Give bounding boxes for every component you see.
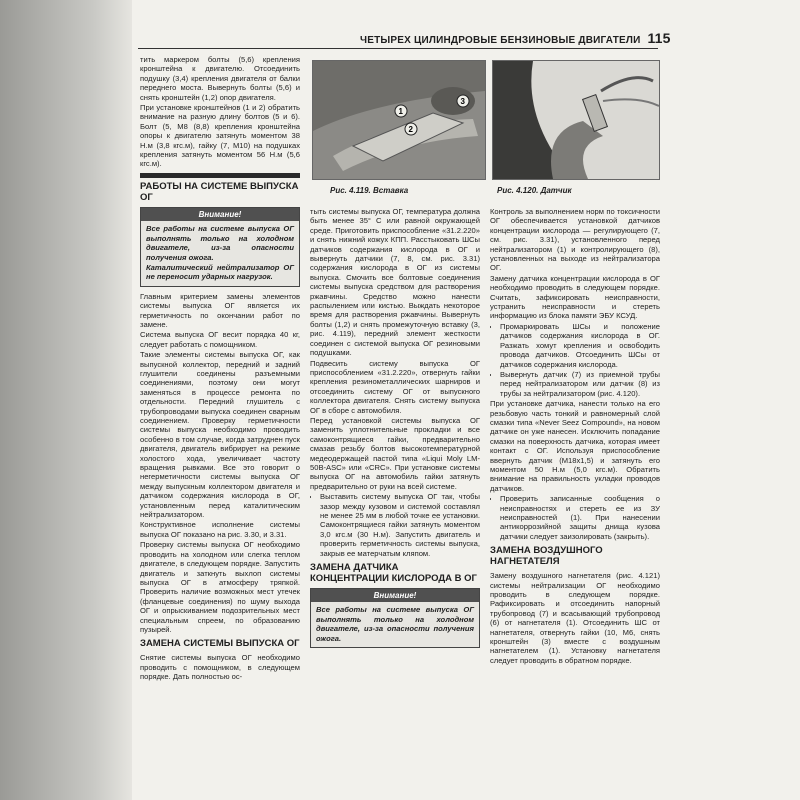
paragraph: Замену датчика концентрации кислорода в ОГ необходимо проводить в следующем порядке. Считать, зафиксировать неисправности, устранить неисправности и стереть информацию из блока памяти ЭБУ КСУД.	[490, 273, 660, 321]
figure-sensor-photo	[492, 60, 660, 180]
paragraph: Подвесить систему выпуска ОГ приспособлением «31.2.220», отвернуть гайки крепления резинометаллических шарниров и отсоединить систему ОГ от выпускного коллектора двигателя. Снять систему выпуска ОГ в сборе с автомобиля.	[310, 358, 480, 415]
bullet-list	[490, 322, 660, 398]
book-spine	[0, 0, 132, 800]
bullet-list	[490, 494, 660, 541]
paragraph: Такие элементы системы выпуска ОГ, как выпускной коллектор, передний и задний глушители соединены разъемными соединениями, поэтому они могут заменяться в процессе ремонта по отдельности. Передний глушитель с трубопроводами выпуска соединен сварным соединением. Проверку герметичности системы выпуска необходимо проводить особенно в том случае, когда затруднен пуск двигателя, двигатель вибрирует на режиме холостого хода, увеличивает частоту вращения рывками. Все это говорит о негерметичности системы выпуска ОГ между выпускным коллектором двигателя и датчиком содержания кислорода в ОГ, установленным перед каталитическим нейтрализатором.	[140, 350, 300, 520]
header-title: ЧЕТЫРЕХ ЦИЛИНДРОВЫЕ БЕНЗИНОВЫЕ ДВИГАТЕЛИ	[360, 35, 641, 46]
list-item: • Промаркировать ШСы и положение датчиков содержания кислорода в ОГ. Разжать хомут крепления и освободить провода датчиков. Отсоединить ШСы от датчиков содержания кислорода.	[500, 322, 660, 369]
paragraph: Контроль за выполнением норм по токсичности ОГ обеспечивается установкой датчиков концентрации кислорода — регулирующего (7, см. рис. 3.31), установленного перед нейтрализатором (1) и контролирующего (8), установленных на выходе из нейтрализатора ОГ.	[490, 207, 660, 273]
warning-text: Все работы на системе выпуска ОГ выполнять только на холодном двигателе, из-за опасности получения ожога.	[146, 224, 294, 262]
section-heading-oxygen-sensor: ЗАМЕНА ДАТЧИКА КОНЦЕНТРАЦИИ КИСЛОРОДА В ОГ	[310, 562, 477, 585]
section-heading-exhaust-work: РАБОТЫ НА СИСТЕМЕ ВЫПУСКА ОГ	[140, 173, 300, 203]
paragraph: тыть системы выпуска ОГ, температура должна быть менее 35° С или равной окружающей среде. Приготовить приспособление «31.2.220» и снять нижний кожух КПП. Расстыковать ШСы датчиков содержания кислорода в ОГ и вывернуть датчики (7, 8, см. рис. 3.31) содержания кислорода в ОГ из системы выпуска. Смочить все болтовые соединения системы выпуска средством для растворения ржавчины. Средство можно нанести распылением или кистью. Выждать некоторое время для растворения ржавчины. Вывернуть болты (1,2) и снять промежуточную вставку (3, рис. 4.119), передний элемент жесткости соединен с системой выпуска ОГ резиновыми подушками.	[310, 207, 480, 358]
list-item: • Проверить записанные сообщения о неисправностях и стереть ее из ЗУ неисправностей (1). При нанесении антикоррозийной защиты днища кузова датчики следует заизолировать (закрыть).	[500, 494, 660, 541]
warning-body	[141, 221, 299, 285]
bullet-list	[310, 492, 480, 558]
column-1	[140, 55, 300, 795]
warning-box	[140, 207, 300, 287]
warning-text: Каталитический нейтрализатор ОГ не переносит ударных нагрузок.	[146, 262, 294, 282]
warning-text: Все работы на системе выпуска ОГ выполнять только на холодном двигателе, из-за опасности получения ожога.	[316, 605, 474, 643]
column-3	[490, 207, 660, 792]
paragraph: Снятие системы выпуска ОГ необходимо проводить с помощником, в следующем порядке. Дать полностью ос-	[140, 653, 300, 682]
section-heading-air-blower: ЗАМЕНА ВОЗДУШНОГО НАГНЕТАТЕЛЯ	[490, 545, 603, 568]
paragraph: Замену воздушного нагнетателя (рис. 4.121) системы нейтрализации ОГ необходимо проводить в следующем порядке. Рафиксировать и отсоединить напорный трубопровод (7) и всасывающий трубопровод (6) от нагнетателя (1). Отсоединить ШС от нагнетателя, отвернуть гайки (10, M6, снять кронштейн (3) вместе с воздушным нагнетателем (1). Установку нагнетателя следует проводить в обратном порядке.	[490, 571, 660, 665]
paragraph: При установке датчика, нанести только на его резьбовую часть тонкий и равномерный слой смазки типа «Never Seez Compound», на новом датчике он уже нанесен. Исключить попадание смазки на поверхность датчика, которая имеет контакт с ОГ. Используя приспособление ввернуть датчик (M18x1,5) и затянуть его моментом 50 Н.м (5,0 кгс.м). Обратить внимание на правильность укладки проводов датчиков.	[490, 399, 660, 493]
paragraph: тить маркером болты (5,6) крепления кронштейна к двигателю. Отсоединить подушку (3,4) крепления двигателя от балки переднего моста. Вывернуть болты (5,6) и снять кронштейн (1,2) опор двигателя.	[140, 55, 300, 102]
warning-title: Внимание!	[311, 589, 479, 602]
insert-photo-illustration	[313, 61, 485, 179]
page-number: 115	[647, 30, 671, 46]
paragraph: Перед установкой системы выпуска ОГ заменить уплотнительные прокладки и все самоконтрящиеся гайки, предварительно смазав резьбу болтов высокотемпературной медеодержащей пастой типа «Liqui Moly LM-50B-ASC» или «CRC». При установке системы выпуска ОГ на автомобиль гайки затянуть предварительно от руки на всей системе.	[310, 415, 480, 491]
warning-body	[311, 602, 479, 647]
warning-title: Внимание!	[141, 208, 299, 221]
figure-120-caption: Рис. 4.120. Датчик	[497, 186, 572, 195]
paragraph: Конструктивное исполнение системы выпуска ОГ показано на рис. 3.30, и 3.31.	[140, 520, 300, 539]
figure-insert-photo	[312, 60, 486, 180]
paragraph: Главным критерием замены элементов системы выпуска ОГ является их герметичность по окончании работ по замене.	[140, 291, 300, 329]
paragraph: Система выпуска ОГ весит порядка 40 кг, следует работать с помощником.	[140, 330, 300, 349]
figure-119-caption: Рис. 4.119. Вставка	[330, 186, 409, 195]
paragraph: При установке кронштейнов (1 и 2) обратить внимание на разную длину болтов (5 и 6). Болт (5, M8 (8,8) крепления кронштейна опоры к двигателю затянуть моментом 38 Н.м (3,8 кгс.м), гайку (7, M10) на подушках крепления затянуть моментом 56 Н.м (5,6 кгс.м).	[140, 103, 300, 169]
paragraph: Проверку системы выпуска ОГ необходимо проводить на холодном или слегка теплом двигателе, в следующем порядке. Запустить двигатель и заткнуть выхлоп системы выпуска ОГ в атмосферу тряпкой. Проверить наличие возможных мест утечек (фланцевые соединения) по шуму выхода ОГ и опрыскиванием подозрительных мест специальным спреем, по образованию пузырей.	[140, 540, 300, 634]
header-rule	[138, 48, 658, 49]
list-item: • Вывернуть датчик (7) из приемной трубы перед нейтрализатором или датчик (8) из трубы за нейтрализатором (рис. 4.120).	[500, 370, 660, 398]
running-header	[360, 30, 671, 46]
warning-box	[310, 588, 480, 648]
section-heading-exhaust-replacement: ЗАМЕНА СИСТЕМЫ ВЫПУСКА ОГ	[140, 638, 300, 650]
callout-2: 2	[408, 125, 413, 134]
list-item: • Выставить систему выпуска ОГ так, чтобы зазор между кузовом и системой составлял не менее 25 мм в любой точке ее установки. Самоконтрящиеся гайки затянуть моментом 3,0 кгс.м (30 Н.м). Запустить двигатель и проверить герметичность системы выпуска, закрыв ее матерчатым кляпом.	[320, 492, 480, 558]
callout-3: 3	[460, 97, 465, 106]
sensor-photo-illustration	[493, 61, 659, 179]
column-2	[310, 207, 480, 792]
callout-1: 1	[398, 107, 403, 116]
